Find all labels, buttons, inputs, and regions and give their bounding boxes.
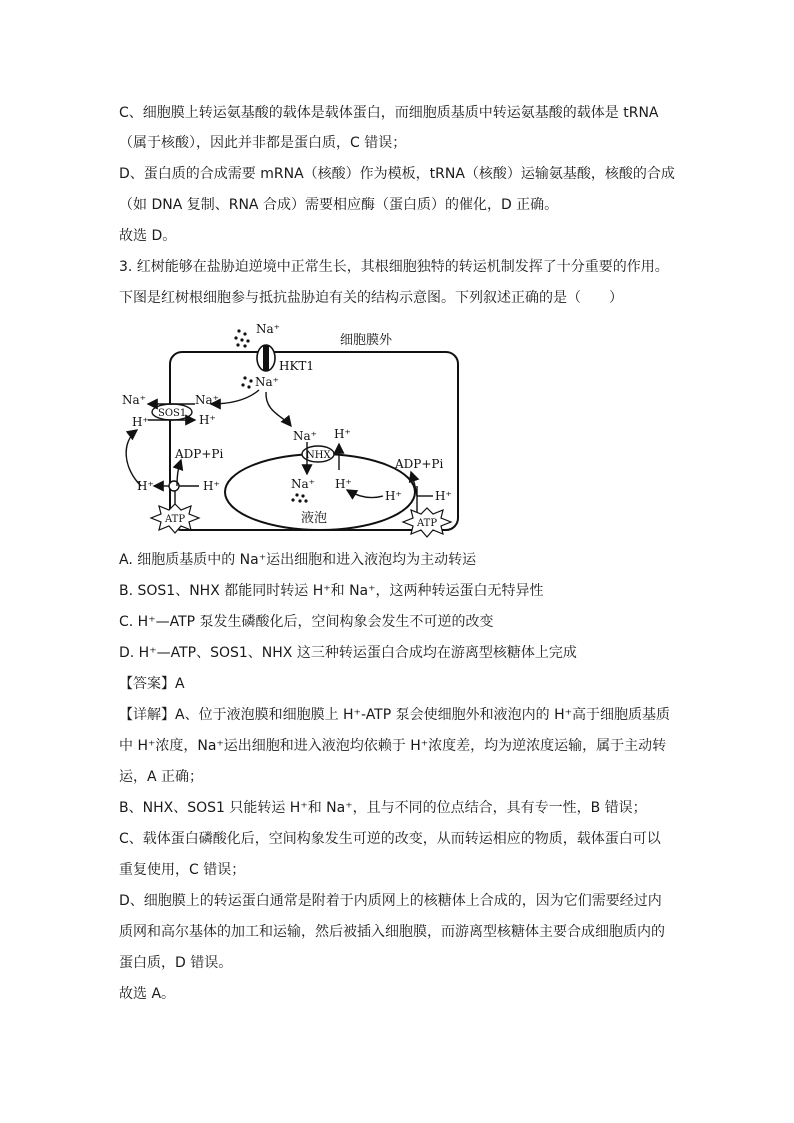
hkt1-transporter bbox=[257, 345, 275, 371]
paragraph-c-line2: （属于核酸），因此并非都是蛋白质，C 错误； bbox=[119, 135, 407, 151]
option-c: C. H⁺—ATP 泵发生磷酸化后，空间构象会发生不可逆的改变 bbox=[119, 614, 494, 630]
cell-transport-diagram bbox=[115, 318, 485, 538]
vacuole-h-label: H⁺ bbox=[335, 477, 352, 491]
question-3-stem-line1: 3. 红树能够在盐胁迫逆境中正常生长，其根细胞独特的转运机制发挥了十分重要的作用。 bbox=[119, 259, 669, 275]
nhx-h-out-label: H⁺ bbox=[334, 427, 351, 441]
paragraph-d-line2: （如 DNA 复制、RNA 合成）需要相应酶（蛋白质）的催化，D 正确。 bbox=[119, 197, 559, 213]
sos1-label: SOS1 bbox=[158, 408, 187, 419]
paragraph-c-line1: C、细胞膜上转运氨基酸的载体是载体蛋白，而细胞质基质中转运氨基酸的载体是 tRNA bbox=[119, 105, 659, 121]
hkt1-label: HKT1 bbox=[279, 359, 315, 373]
na-outside-label: Na⁺ bbox=[256, 322, 280, 336]
h-cycle-arrow bbox=[126, 430, 141, 486]
explanation-b-line1: B、NHX、SOS1 只能转运 H⁺和 Na⁺，且与不同的位点结合，具有专一性，B 错误； bbox=[119, 800, 647, 816]
nhx-na-in-label: Na⁺ bbox=[293, 429, 317, 443]
na-outside-dots bbox=[234, 329, 249, 347]
membrane-adp-label: ADP+Pi bbox=[175, 447, 224, 461]
explanation-d-line2: 质网和高尔基体的加工和运输，然后被插入细胞膜，而游离型核糖体主要合成细胞质内的 bbox=[119, 924, 665, 940]
explanation-d-line1: D、细胞膜上的转运蛋白通常是附着于内质网上的核糖体上合成的，因为它们需要经过内 bbox=[119, 893, 662, 909]
explanation-d-line3: 蛋白质，D 错误。 bbox=[119, 955, 233, 971]
outside-cell-label: 细胞膜外 bbox=[340, 333, 393, 348]
paragraph-d-line1: D、蛋白质的合成需要 mRNA（核酸）作为模板，tRNA（核酸）运输氨基酸，核酸的合成 bbox=[119, 166, 675, 182]
previous-answer: 故选 D。 bbox=[119, 228, 177, 244]
vacuole-pump-h-in-label: H⁺ bbox=[385, 489, 402, 503]
vacuole-na-label: Na⁺ bbox=[291, 477, 315, 491]
option-a: A. 细胞质基质中的 Na⁺运出细胞和进入液泡均为主动转运 bbox=[119, 552, 477, 568]
sos1-na-out-label: Na⁺ bbox=[122, 393, 146, 407]
vacuole-na-dots bbox=[291, 493, 307, 502]
answer-line: 【答案】A bbox=[119, 676, 185, 692]
explanation-c-line2: 重复使用，C 错误； bbox=[119, 862, 246, 878]
explanation-a-line1: 【详解】A、位于液泡膜和细胞膜上 H⁺-ATP 泵会使细胞外和液泡内的 H⁺高于细胞质基质 bbox=[119, 707, 670, 723]
vacuole-label: 液泡 bbox=[301, 511, 328, 526]
na-inside-dots bbox=[241, 376, 252, 388]
membrane-pump-h-in-label: H⁺ bbox=[203, 479, 220, 493]
sos1-na-in-label: Na⁺ bbox=[195, 393, 219, 407]
membrane-adp-arrow bbox=[177, 460, 181, 486]
vacuole-pump-h-out-label: H⁺ bbox=[435, 489, 452, 503]
option-d: D. H⁺—ATP、SOS1、NHX 这三种转运蛋白合成均在游离型核糖体上完成 bbox=[119, 645, 577, 661]
membrane-atp-label: ATP bbox=[165, 514, 186, 525]
question-3-stem-line2: 下图是红树根细胞参与抵抗盐胁迫有关的结构示意图。下列叙述正确的是（ ） bbox=[119, 290, 623, 306]
final-answer: 故选 A。 bbox=[119, 986, 176, 1002]
sos1-h-out-label: H⁺ bbox=[132, 415, 149, 429]
sos1-h-in-label: H⁺ bbox=[199, 413, 216, 427]
explanation-a-line3: 运，A 正确； bbox=[119, 769, 204, 785]
explanation-c-line1: C、载体蛋白磷酸化后，空间构象发生可逆的改变，从而转运相应的物质，载体蛋白可以 bbox=[119, 831, 661, 847]
na-to-vacuole-arrow bbox=[266, 392, 291, 426]
vacuole-adp-label: ADP+Pi bbox=[395, 457, 444, 471]
vacuole-atp-label: ATP bbox=[417, 518, 438, 529]
explanation-a-line2: 中 H⁺浓度，Na⁺运出细胞和进入液泡均依赖于 H⁺浓度差，均为逆浓度运输，属于主动转 bbox=[119, 738, 667, 754]
option-b: B. SOS1、NHX 都能同时转运 H⁺和 Na⁺，这两种转运蛋白无特异性 bbox=[119, 583, 544, 599]
nhx-label: NHX bbox=[306, 450, 331, 461]
na-inside-label: Na⁺ bbox=[255, 375, 279, 389]
vacuole-pump-h-arrow bbox=[347, 490, 383, 498]
membrane-pump-h-out-label: H⁺ bbox=[137, 479, 154, 493]
